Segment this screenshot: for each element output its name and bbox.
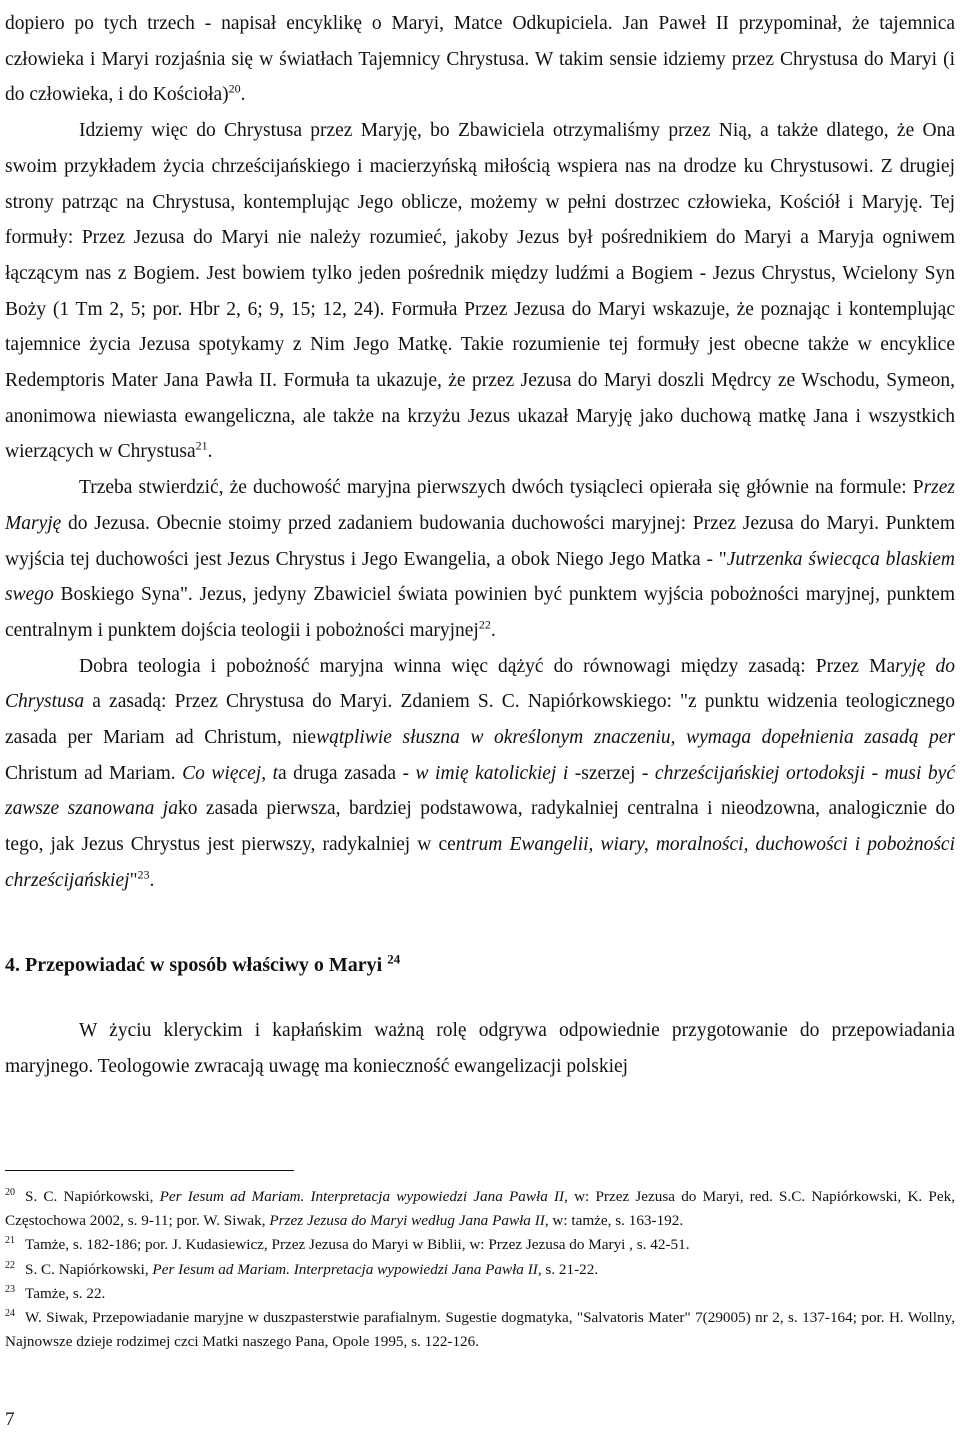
text-run: Boskiego Syna". Jezus, jedyny Zbawiciel świata powinien być punktem wyjścia pobożności maryjnej, punktem centralnym i punktem dojścia teologii i pobożności maryjnej — [5, 584, 955, 641]
italic-run: Per Iesum ad Mariam. Interpretacja wypowiedzi Jana Pawła II — [152, 1260, 538, 1278]
text-run: -szerzej - — [568, 762, 655, 784]
footnote-separator — [5, 1170, 294, 1171]
footnote-number: 24 — [5, 1307, 15, 1319]
paragraph-4 — [5, 649, 955, 899]
text-run: , s. 21-22. — [537, 1260, 599, 1278]
text-run: Tamże, s. 182-186; por. J. Kudasiewicz, Przez Jezusa do Maryi w Biblii, w: Przez Jezusa do Maryi , s. 42-51. — [25, 1236, 690, 1254]
footnote-number: 20 — [5, 1186, 15, 1198]
text-run: S. C. Napiórkowski, — [25, 1260, 153, 1278]
text-run: Christum ad Mariam. — [5, 762, 183, 784]
footnote-ref[interactable]: 24 — [387, 951, 401, 967]
footnote-number: 23 — [5, 1283, 15, 1295]
italic-run: Przez Jezusa do Maryi według Jana Pawła II — [269, 1212, 545, 1230]
paragraph-2 — [5, 113, 955, 470]
text-run: Dobra teologia i pobożność maryjna winna więc dążyć do równowagi między zasadą: Przez Ma — [79, 655, 896, 677]
footnotes — [5, 1185, 955, 1354]
text-run: Trzeba stwierdzić, że duchowość maryjna pierwszych dwóch tysiącleci opierała się głównie na formule: P — [79, 477, 924, 499]
footnote-ref[interactable]: 23 — [137, 867, 150, 882]
footnote-20 — [5, 1185, 955, 1233]
footnote-ref[interactable]: 20 — [228, 81, 241, 96]
text-run: S. C. Napiórkowski, — [25, 1188, 160, 1205]
italic-run: chrześcijańskiej ortodoksji - musi być zawsze szanowana ja — [5, 762, 955, 820]
italic-run: Per Iesum ad Mariam. Interpretacja wypowiedzi Jana Pawła II — [159, 1188, 565, 1205]
footnote-ref[interactable]: 21 — [195, 438, 208, 453]
text-run: Tamże, s. 22. — [25, 1284, 106, 1302]
footnote-ref[interactable]: 22 — [478, 617, 491, 632]
section-heading — [5, 948, 400, 982]
text-run: W. Siwak, Przepowiadanie maryjne w duszpasterstwie parafialnym. Sugestie dogmatyka, "Salvatoris Mater" 7(29005) nr 2, s. 137-164; por. H. Wollny, Najnowsze dzieje rodzimej czci Matki naszego Pana, Opole 1995, s. 122-126. — [5, 1309, 955, 1351]
italic-run: Jutrzenka świecąca blaskiem swego — [5, 548, 955, 606]
footnote-number: 21 — [5, 1235, 15, 1247]
footnote-21 — [5, 1233, 955, 1257]
body-text — [5, 6, 955, 899]
italic-run: ryję do Chrystusa — [5, 655, 955, 713]
text-run: , w: Przez Jezusa do Maryi, red. S.C. Napiórkowski, K. Pek, Częstochowa 2002, s. 9-11; por. W. Siwak, — [5, 1188, 955, 1230]
italic-run: Co więcej, t — [182, 762, 278, 784]
text-run: . — [149, 869, 155, 891]
text-run: a druga zasada - — [278, 762, 416, 784]
footnote-number: 22 — [5, 1259, 15, 1271]
footnote-22 — [5, 1258, 955, 1282]
text-run: do Jezusa. Obecnie stoimy przed zadaniem budowania duchowości maryjnej: Przez Jezusa do Maryi. Punktem wyjścia tej duchowości jest Jezus Chrystus i Jego Ewangelia, a obok Niego Jego Matka - " — [5, 512, 955, 570]
section-heading-text: 4. Przepowiadać w sposób właściwy o Maryi — [5, 954, 383, 976]
text-run: Idziemy więc do Chrystusa przez Maryję, bo Zbawiciela otrzymaliśmy przez Nią, a także dlatego, że Ona swoim przykładem życia chrześcijańskiego i macierzyńską miłością wspiera nas na drodze ku Chrystusowi. Z drugiej strony patrząc na Chrystusa, kontemplując Jego oblicze, możemy w pełni dostrzec człowieka, Kościół i Maryję. Tej formuły: Przez Jezusa do Maryi nie należy rozumieć, jakoby Jezus był pośrednikiem do Maryi a Maryja ogniwem łączącym nas z Bogiem. Jest bowiem tylko jeden pośrednik między ludźmi a Bogiem - Jezus Chrystus, Wcielony Syn Boży (1 Tm 2, 5; por. Hbr 2, 6; 9, 15; 12, 24). Formuła Przez Jezusa do Maryi wskazuje, że poznając i kontemplując tajemnice życia Jezusa spotykamy z Nim Jego Matkę. Takie rozumienie tej formuły jest obecne także w encyklice Redemptoris Mater Jana Pawła II. Formuła ta ukazuje, że przez Jezusa do Maryi doszli Mędrcy ze Wschodu, Symeon, anonimowa niewiasta ewangeliczna, ale także na krzyżu Jezus ukazał Maryję jako duchową matkę Jana i wszystkich wierzących w Chrystusa — [5, 120, 955, 463]
paragraph-3 — [5, 470, 955, 649]
italic-run: w imię katolickiej i — [415, 762, 569, 784]
text-run: " — [129, 869, 138, 891]
section-paragraph: W życiu kleryckim i kapłańskim ważną rolę odgrywa odpowiednie przygotowanie do przepowiadania maryjnego. Teologowie zwracają uwagę ma konieczność ewangelizacji polskiej — [5, 1020, 955, 1077]
text-run: . — [240, 84, 246, 106]
text-run: a zasadą: Przez Chrystusa do Maryi. Zdaniem S. C. Napiórkowskiego: "z punktu widzenia teologicznego zasada per Mariam ad Christum, nie — [5, 691, 955, 749]
page-number: 7 — [5, 1409, 15, 1430]
text-run: . — [207, 441, 213, 463]
text-run: . — [490, 619, 496, 641]
text-run: , w: tamże, s. 163-192. — [544, 1212, 684, 1230]
footnote-24 — [5, 1306, 955, 1354]
italic-run: wątpliwie słuszna w określonym znaczeniu, wymaga dopełnienia zasadą per — [316, 727, 955, 749]
footnote-23 — [5, 1282, 955, 1306]
text-run: dopiero po tych trzech - napisał encyklikę o Maryi, Matce Odkupiciela. Jan Paweł II przypominał, że tajemnica człowieka i Maryi rozjaśnia się w światłach Tajemnicy Chrystusa. W takim sensie idziemy przez Chrystusa do Maryi (i do człowieka, i do Kościoła) — [5, 13, 955, 106]
paragraph-1 — [5, 6, 955, 113]
italic-run: rzez Maryję — [5, 477, 955, 534]
text-run: ko zasada pierwsza, bardziej podstawowa, radykalniej centralna i nieodzowna, analogicznie do tego, jak Jezus Chrystus jest pierwszy, radykalniej w ce — [5, 798, 956, 856]
italic-run: ntrum Ewangelii, wiary, moralności, duchowości i pobożności chrześcijańskiej — [5, 834, 955, 891]
